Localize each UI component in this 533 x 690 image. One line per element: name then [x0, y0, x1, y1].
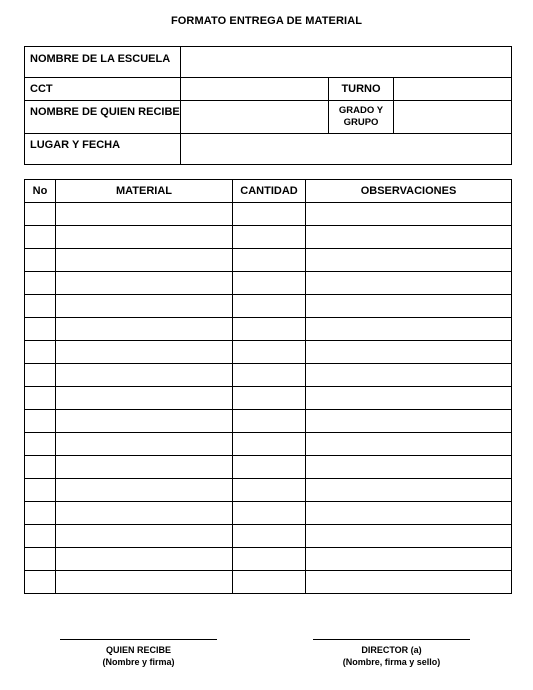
row-quantity-cell[interactable]	[233, 548, 306, 571]
row-quantity-cell[interactable]	[233, 272, 306, 295]
row-quantity-cell[interactable]	[233, 387, 306, 410]
cct-row	[25, 78, 512, 101]
grade-group-field[interactable]	[394, 101, 512, 134]
row-material-cell[interactable]	[56, 272, 233, 295]
document-title: FORMATO ENTREGA DE MATERIAL	[170, 15, 363, 27]
row-observations-cell[interactable]	[306, 226, 512, 249]
column-header-no: No	[25, 180, 56, 203]
row-material-cell[interactable]	[56, 456, 233, 479]
director-signature-title: DIRECTOR (a)	[361, 645, 422, 655]
row-quantity-cell[interactable]	[233, 456, 306, 479]
row-material-cell[interactable]	[56, 364, 233, 387]
place-date-row	[25, 134, 512, 165]
table-row	[25, 249, 512, 272]
row-no-cell[interactable]	[25, 226, 56, 249]
turno-label: TURNO	[329, 78, 394, 101]
row-observations-cell[interactable]	[306, 571, 512, 594]
row-observations-cell[interactable]	[306, 479, 512, 502]
materials-header-row	[25, 180, 512, 203]
table-row	[25, 226, 512, 249]
row-material-cell[interactable]	[56, 203, 233, 226]
table-row	[25, 410, 512, 433]
place-date-label: LUGAR Y FECHA	[25, 134, 181, 165]
row-quantity-cell[interactable]	[233, 295, 306, 318]
row-material-cell[interactable]	[56, 479, 233, 502]
row-observations-cell[interactable]	[306, 456, 512, 479]
row-material-cell[interactable]	[56, 525, 233, 548]
column-header-quantity: CANTIDAD	[233, 180, 306, 203]
table-row	[25, 295, 512, 318]
row-observations-cell[interactable]	[306, 318, 512, 341]
director-signature-block	[313, 639, 470, 668]
row-no-cell[interactable]	[25, 410, 56, 433]
row-no-cell[interactable]	[25, 433, 56, 456]
row-observations-cell[interactable]	[306, 548, 512, 571]
row-material-cell[interactable]	[56, 387, 233, 410]
table-row	[25, 502, 512, 525]
cct-field[interactable]	[181, 78, 329, 101]
row-no-cell[interactable]	[25, 341, 56, 364]
row-observations-cell[interactable]	[306, 364, 512, 387]
row-observations-cell[interactable]	[306, 272, 512, 295]
row-quantity-cell[interactable]	[233, 341, 306, 364]
row-quantity-cell[interactable]	[233, 502, 306, 525]
row-no-cell[interactable]	[25, 548, 56, 571]
row-quantity-cell[interactable]	[233, 226, 306, 249]
row-material-cell[interactable]	[56, 295, 233, 318]
receiver-signature-title: QUIEN RECIBE	[105, 645, 171, 655]
row-observations-cell[interactable]	[306, 341, 512, 364]
cct-label: CCT	[25, 78, 181, 101]
receiver-name-field[interactable]	[181, 101, 329, 134]
row-no-cell[interactable]	[25, 525, 56, 548]
table-row	[25, 387, 512, 410]
place-date-field[interactable]	[181, 134, 512, 165]
column-header-observations: OBSERVACIONES	[306, 180, 512, 203]
director-signature-line[interactable]	[313, 639, 470, 640]
column-header-material: MATERIAL	[56, 180, 233, 203]
row-material-cell[interactable]	[56, 249, 233, 272]
row-no-cell[interactable]	[25, 272, 56, 295]
grade-group-label-line2: GRUPO	[343, 117, 379, 128]
row-material-cell[interactable]	[56, 571, 233, 594]
row-observations-cell[interactable]	[306, 525, 512, 548]
row-observations-cell[interactable]	[306, 203, 512, 226]
row-observations-cell[interactable]	[306, 502, 512, 525]
table-row	[25, 548, 512, 571]
row-quantity-cell[interactable]	[233, 433, 306, 456]
row-no-cell[interactable]	[25, 318, 56, 341]
table-row	[25, 456, 512, 479]
row-quantity-cell[interactable]	[233, 525, 306, 548]
director-signature-subtitle: (Nombre, firma y sello)	[342, 657, 441, 667]
table-row	[25, 571, 512, 594]
grade-group-label-line1: GRADO Y	[338, 105, 384, 116]
row-material-cell[interactable]	[56, 318, 233, 341]
row-observations-cell[interactable]	[306, 410, 512, 433]
row-no-cell[interactable]	[25, 249, 56, 272]
row-no-cell[interactable]	[25, 502, 56, 525]
row-no-cell[interactable]	[25, 571, 56, 594]
row-no-cell[interactable]	[25, 295, 56, 318]
row-quantity-cell[interactable]	[233, 410, 306, 433]
school-info-table	[24, 46, 512, 165]
row-quantity-cell[interactable]	[233, 364, 306, 387]
receiver-row	[25, 101, 512, 134]
table-row	[25, 272, 512, 295]
row-observations-cell[interactable]	[306, 249, 512, 272]
table-row	[25, 318, 512, 341]
materials-table	[24, 179, 512, 594]
table-row	[25, 364, 512, 387]
row-quantity-cell[interactable]	[233, 571, 306, 594]
school-name-row	[25, 47, 512, 78]
row-material-cell[interactable]	[56, 433, 233, 456]
grade-group-label	[329, 101, 394, 134]
row-observations-cell[interactable]	[306, 295, 512, 318]
row-material-cell[interactable]	[56, 410, 233, 433]
table-row	[25, 479, 512, 502]
row-no-cell[interactable]	[25, 387, 56, 410]
row-no-cell[interactable]	[25, 203, 56, 226]
row-quantity-cell[interactable]	[233, 203, 306, 226]
receiver-signature-subtitle: (Nombre y firma)	[102, 657, 175, 667]
row-no-cell[interactable]	[25, 479, 56, 502]
receiver-signature-line[interactable]	[60, 639, 217, 640]
school-name-field[interactable]	[181, 47, 512, 78]
row-material-cell[interactable]	[56, 502, 233, 525]
row-no-cell[interactable]	[25, 364, 56, 387]
row-observations-cell[interactable]	[306, 433, 512, 456]
row-quantity-cell[interactable]	[233, 318, 306, 341]
row-material-cell[interactable]	[56, 226, 233, 249]
table-row	[25, 525, 512, 548]
row-quantity-cell[interactable]	[233, 249, 306, 272]
table-row	[25, 341, 512, 364]
row-no-cell[interactable]	[25, 456, 56, 479]
row-material-cell[interactable]	[56, 548, 233, 571]
materials-body	[25, 203, 512, 594]
row-quantity-cell[interactable]	[233, 479, 306, 502]
receiver-name-label: NOMBRE DE QUIEN RECIBE	[25, 101, 181, 134]
school-name-label: NOMBRE DE LA ESCUELA	[25, 47, 181, 78]
row-observations-cell[interactable]	[306, 387, 512, 410]
table-row	[25, 203, 512, 226]
turno-field[interactable]	[394, 78, 512, 101]
receiver-signature-block	[60, 639, 217, 668]
table-row	[25, 433, 512, 456]
row-material-cell[interactable]	[56, 341, 233, 364]
